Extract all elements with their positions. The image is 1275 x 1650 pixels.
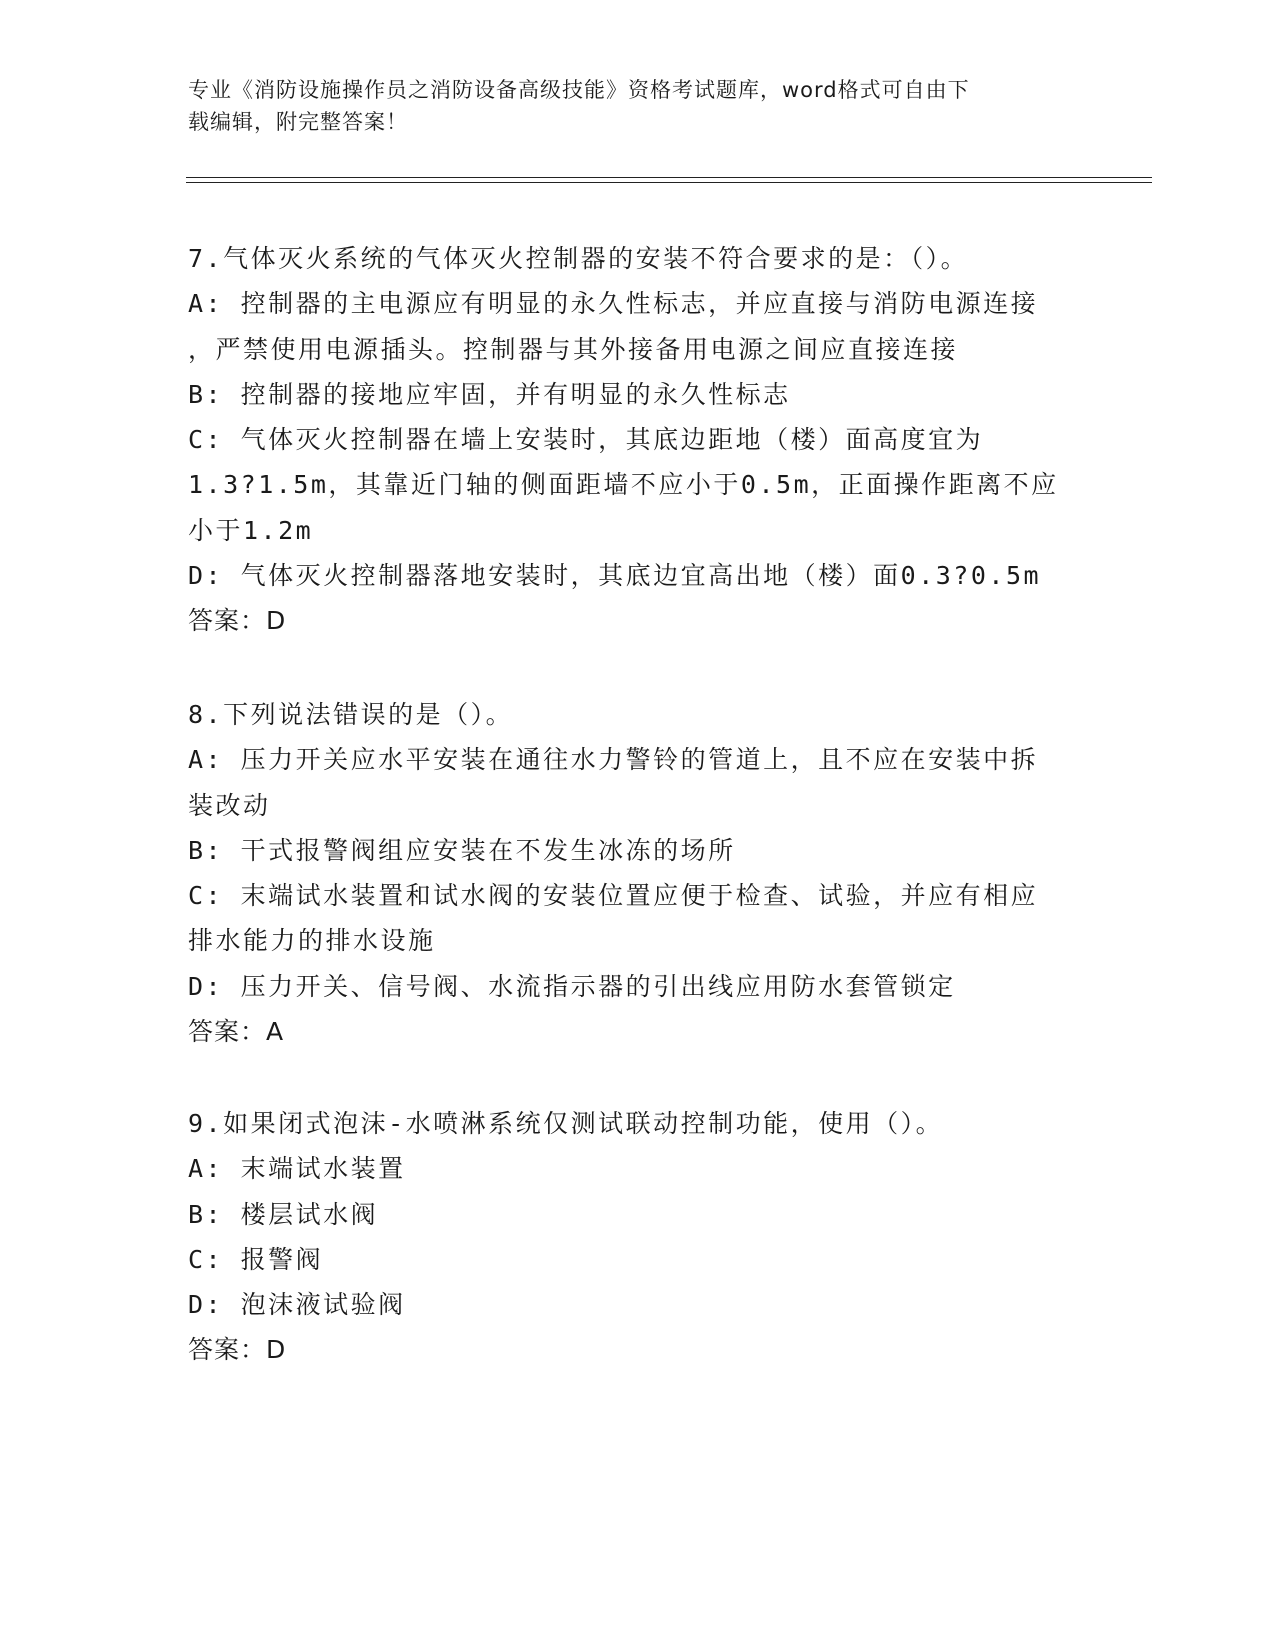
option-a: A: 控制器的主电源应有明显的永久性标志，并应直接与消防电源连接 <box>188 289 1039 319</box>
option-c-continued: 小于1.2m <box>188 515 314 545</box>
question-stem: 8.下列说法错误的是（）。 <box>188 700 514 729</box>
option-c-continued: 排水能力的排水设施 <box>188 926 436 956</box>
option-a-continued: ，严禁使用电源插头。控制器与其外接备用电源之间应直接连接 <box>188 334 959 364</box>
question-8 <box>188 692 1088 1054</box>
question-7 <box>188 236 1088 644</box>
header-line-2: 载编辑，附完整答案！ <box>188 110 408 134</box>
question-stem: 7.气体灭火系统的气体灭火控制器的安装不符合要求的是：（）。 <box>188 244 969 273</box>
question-stem: 9.如果闭式泡沫-水喷淋系统仅测试联动控制功能，使用（）。 <box>188 1109 944 1138</box>
option-a: A: 压力开关应水平安装在通往水力警铃的管道上，且不应在安装中拆 <box>188 745 1039 775</box>
option-a: A: 末端试水装置 <box>188 1154 406 1184</box>
header-divider-top <box>186 177 1152 178</box>
option-c: C: 气体灭火控制器在墙上安装时，其底边距地（楼）面高度宜为 <box>188 425 984 455</box>
option-d: D: 气体灭火控制器落地安装时，其底边宜高出地（楼）面0.3?0.5m <box>188 561 1042 591</box>
option-a-continued: 装改动 <box>188 790 271 820</box>
answer: 答案：A <box>188 1017 285 1047</box>
option-c: C: 末端试水装置和试水阀的安装位置应便于检查、试验，并应有相应 <box>188 881 1039 911</box>
page-header <box>188 74 1068 138</box>
option-c: C: 报警阀 <box>188 1244 324 1274</box>
option-b: B: 楼层试水阀 <box>188 1199 379 1229</box>
option-b: B: 干式报警阀组应安装在不发生冰冻的场所 <box>188 835 736 865</box>
header-divider-bottom <box>186 182 1152 183</box>
answer: 答案：D <box>188 1335 287 1365</box>
option-c-continued: 1.3?1.5m，其靠近门轴的侧面距墙不应小于0.5m，正面操作距离不应 <box>188 470 1059 500</box>
option-d: D: 泡沫液试验阀 <box>188 1290 406 1320</box>
header-line-1: 专业《消防设施操作员之消防设备高级技能》资格考试题库，word格式可自由下 <box>188 78 970 102</box>
question-9 <box>188 1101 1088 1373</box>
answer: 答案：D <box>188 606 287 636</box>
option-d: D: 压力开关、信号阀、水流指示器的引出线应用防水套管锁定 <box>188 971 956 1001</box>
option-b: B: 控制器的接地应牢固，并有明显的永久性标志 <box>188 379 791 409</box>
